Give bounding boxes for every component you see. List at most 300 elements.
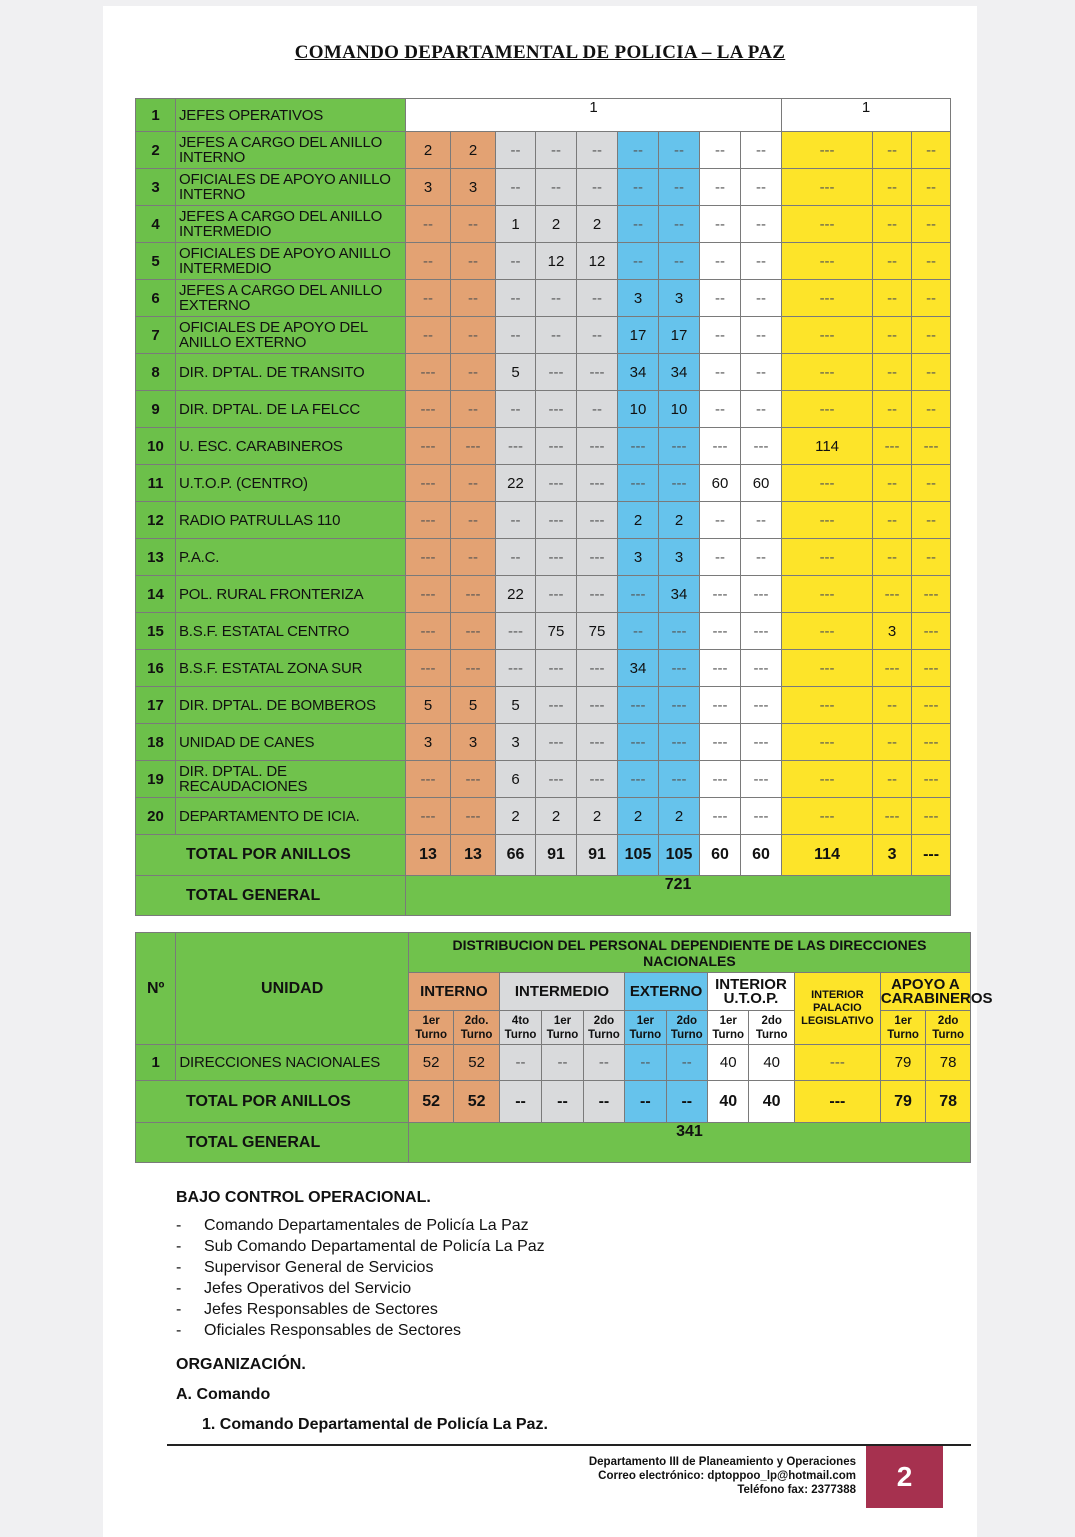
unit-cell: UNIDAD DE CANES [176, 724, 406, 761]
table-row [136, 502, 951, 539]
value-cell: --- [618, 687, 659, 724]
unit-cell: OFICIALES DE APOYO ANILLO INTERNO [176, 169, 406, 206]
value-cell: 3 [618, 539, 659, 576]
value-cell: -- [451, 391, 496, 428]
value-cell: 3 [406, 169, 451, 206]
value-cell: -- [496, 539, 536, 576]
unit-cell: U.T.O.P. (CENTRO) [176, 465, 406, 502]
table-row [136, 169, 951, 206]
value-cell: -- [496, 132, 536, 169]
unit-cell: U. ESC. CARABINEROS [176, 428, 406, 465]
list-item-text: Jefes Operativos del Servicio [204, 1280, 412, 1297]
value-cell: -- [659, 169, 700, 206]
general-total-row [136, 876, 951, 916]
value-cell: -- [873, 317, 912, 354]
value-cell: --- [618, 724, 659, 761]
totals-label: TOTAL POR ANILLOS [136, 1081, 409, 1123]
value-cell: 40 [708, 1045, 749, 1081]
table-title: DISTRIBUCION DEL PERSONAL DEPENDIENTE DE LAS DIRECCIONES NACIONALES [408, 933, 970, 973]
value-cell: --- [912, 576, 951, 613]
value-cell: 5 [406, 687, 451, 724]
value-cell: -- [912, 354, 951, 391]
value-cell: -- [700, 280, 741, 317]
value-cell: -- [873, 502, 912, 539]
value-cell: 5 [496, 687, 536, 724]
total-value: 60 [700, 835, 741, 876]
totals-label: TOTAL POR ANILLOS [136, 835, 406, 876]
value-cell: --- [577, 354, 618, 391]
value-cell: --- [741, 798, 782, 835]
value-cell: --- [451, 798, 496, 835]
value-cell: 2 [577, 798, 618, 835]
document-page [103, 6, 993, 1537]
organizacion-heading: ORGANIZACIÓN. [176, 1356, 306, 1373]
value-cell: --- [536, 650, 577, 687]
footer-divider [167, 1444, 971, 1446]
control-heading: BAJO CONTROL OPERACIONAL. [176, 1189, 431, 1206]
shift-header: 1er Turno [880, 1011, 925, 1045]
value-cell: -- [873, 687, 912, 724]
value-cell: --- [659, 428, 700, 465]
value-cell: --- [700, 724, 741, 761]
unit-cell: B.S.F. ESTATAL CENTRO [176, 613, 406, 650]
value-cell: --- [577, 428, 618, 465]
value-cell: -- [618, 613, 659, 650]
unit-cell: DIR. DPTAL. DE BOMBEROS [176, 687, 406, 724]
value-cell: --- [451, 576, 496, 613]
value-cell: 2 [536, 798, 577, 835]
total-value: --- [794, 1081, 880, 1123]
value-cell: --- [659, 724, 700, 761]
value-cell: 22 [496, 465, 536, 502]
value-cell: -- [873, 465, 912, 502]
value-cell: -- [873, 539, 912, 576]
value-cell: -- [912, 502, 951, 539]
value-cell: --- [782, 576, 873, 613]
value-cell: -- [536, 317, 577, 354]
value-cell: --- [618, 576, 659, 613]
value-cell: 114 [782, 428, 873, 465]
total-value: -- [542, 1081, 583, 1123]
value-cell: -- [406, 206, 451, 243]
table-row [136, 539, 951, 576]
value-cell: --- [618, 761, 659, 798]
total-value: 66 [496, 835, 536, 876]
total-value: -- [625, 1081, 666, 1123]
value-cell: --- [912, 428, 951, 465]
value-cell: --- [406, 465, 451, 502]
unit-cell: DIRECCIONES NACIONALES [176, 1045, 408, 1081]
row-number: 5 [136, 243, 176, 280]
value-cell: -- [741, 539, 782, 576]
value-cell: --- [782, 502, 873, 539]
value-cell: -- [700, 539, 741, 576]
value-cell: --- [577, 650, 618, 687]
total-value: -- [583, 1081, 624, 1123]
direcciones-table [135, 932, 993, 1163]
value-cell: --- [536, 502, 577, 539]
value-cell: -- [659, 132, 700, 169]
value-cell: 3 [618, 280, 659, 317]
value-cell: --- [741, 613, 782, 650]
value-cell: --- [700, 761, 741, 798]
value-cell: -- [700, 169, 741, 206]
value-cell: 3 [451, 169, 496, 206]
row-number: 17 [136, 687, 176, 724]
value-cell: -- [577, 391, 618, 428]
value-cell: --- [700, 428, 741, 465]
value-cell: -- [406, 280, 451, 317]
list-item [176, 1320, 545, 1341]
value-cell: -- [912, 539, 951, 576]
table-row [136, 798, 951, 835]
value-cell: -- [499, 1045, 541, 1081]
value-cell: --- [782, 724, 873, 761]
value-cell: --- [536, 761, 577, 798]
totals-row [136, 1081, 971, 1123]
general-total-label: TOTAL GENERAL [136, 1123, 409, 1163]
row-number: 3 [136, 169, 176, 206]
row-number: 14 [136, 576, 176, 613]
value-cell: --- [700, 687, 741, 724]
list-item [176, 1278, 545, 1299]
total-value: --- [912, 835, 951, 876]
row-number: 12 [136, 502, 176, 539]
value-cell: --- [912, 798, 951, 835]
value-cell: --- [912, 613, 951, 650]
list-item [176, 1215, 545, 1236]
value-cell: --- [782, 613, 873, 650]
value-cell: --- [536, 576, 577, 613]
unit-cell: OFICIALES DE APOYO DEL ANILLO EXTERNO [176, 317, 406, 354]
value-cell: -- [496, 243, 536, 280]
value-cell: -- [912, 206, 951, 243]
value-cell: --- [577, 576, 618, 613]
value-cell: --- [873, 798, 912, 835]
value-cell: 52 [454, 1045, 499, 1081]
value-cell: --- [700, 576, 741, 613]
value-cell: 3 [496, 724, 536, 761]
value-cell: --- [873, 428, 912, 465]
value-cell: 2 [618, 798, 659, 835]
value-cell: --- [577, 687, 618, 724]
organizacion-item-1: 1. Comando Departamental de Policía La Paz. [202, 1416, 548, 1433]
row-number: 13 [136, 539, 176, 576]
group-header: INTERIOR PALACIO LEGISLATIVO [794, 973, 880, 1045]
row-number: 1 [136, 99, 176, 132]
value-cell: -- [618, 243, 659, 280]
value-cell: --- [577, 724, 618, 761]
total-value: 3 [873, 835, 912, 876]
control-section [176, 1189, 545, 1341]
general-total-value: 721 [406, 876, 951, 916]
value-cell: -- [700, 243, 741, 280]
value-cell: --- [496, 613, 536, 650]
value-cell: 5 [451, 687, 496, 724]
value-cell: -- [618, 132, 659, 169]
value-cell: --- [700, 613, 741, 650]
value-cell: -- [873, 206, 912, 243]
value-cell: -- [451, 465, 496, 502]
total-value: 114 [782, 835, 873, 876]
value-cell: 78 [926, 1045, 971, 1081]
table-row [136, 687, 951, 724]
value-cell: -- [873, 243, 912, 280]
list-item [176, 1299, 545, 1320]
value-cell: --- [406, 391, 451, 428]
value-cell: --- [577, 539, 618, 576]
list-item [176, 1236, 545, 1257]
value-cell: 12 [577, 243, 618, 280]
value-cell: -- [741, 206, 782, 243]
value-cell: --- [782, 206, 873, 243]
value-cell: --- [782, 132, 873, 169]
value-cell: --- [536, 354, 577, 391]
value-cell: --- [536, 391, 577, 428]
general-total-value: 341 [408, 1123, 970, 1163]
value-cell: -- [451, 354, 496, 391]
value-cell: 22 [496, 576, 536, 613]
value-cell: -- [873, 354, 912, 391]
value-cell: --- [536, 724, 577, 761]
total-value: -- [499, 1081, 541, 1123]
value-cell: 17 [618, 317, 659, 354]
value-cell: --- [912, 687, 951, 724]
value-cell: 17 [659, 317, 700, 354]
value-cell: --- [782, 687, 873, 724]
table-row [136, 761, 951, 798]
value-cell: --- [577, 502, 618, 539]
value-cell: --- [659, 650, 700, 687]
value-cell: --- [577, 761, 618, 798]
value-cell: 3 [451, 724, 496, 761]
value-cell: --- [782, 280, 873, 317]
table-row [136, 354, 951, 391]
anillos-table [135, 98, 951, 916]
table-row [136, 465, 951, 502]
value-cell: --- [782, 798, 873, 835]
value-cell: -- [451, 539, 496, 576]
value-cell: 75 [536, 613, 577, 650]
value-cell: --- [496, 650, 536, 687]
value-cell: -- [700, 391, 741, 428]
value-cell: -- [496, 169, 536, 206]
value-cell: 2 [659, 798, 700, 835]
unit-cell: JEFES OPERATIVOS [176, 99, 406, 132]
value-cell: --- [406, 650, 451, 687]
value-cell: --- [912, 724, 951, 761]
value-cell: -- [536, 280, 577, 317]
value-cell: 60 [700, 465, 741, 502]
value-cell: -- [700, 502, 741, 539]
value-cell: -- [741, 169, 782, 206]
table-title-row [136, 933, 971, 973]
value-cell: -- [577, 280, 618, 317]
total-value: 52 [408, 1081, 453, 1123]
value-cell: 34 [659, 576, 700, 613]
unit-header: UNIDAD [176, 933, 408, 1045]
value-cell: 40 [749, 1045, 794, 1081]
shift-header: 1er Turno [708, 1011, 749, 1045]
table-row [136, 576, 951, 613]
value-cell: -- [406, 317, 451, 354]
group-header: APOYO A CARABINEROS [880, 973, 970, 1011]
list-item-text: Supervisor General de Servicios [204, 1259, 434, 1276]
value-cell: --- [912, 761, 951, 798]
value-cell: -- [577, 317, 618, 354]
shift-header: 1er Turno [542, 1011, 583, 1045]
total-value: 52 [454, 1081, 499, 1123]
value-cell: -- [912, 280, 951, 317]
value-cell: --- [406, 354, 451, 391]
value-cell: --- [782, 243, 873, 280]
bullet: - [176, 1217, 182, 1234]
value-cell: --- [782, 354, 873, 391]
bullet: - [176, 1259, 182, 1276]
shift-header: 4to Turno [499, 1011, 541, 1045]
shift-header: 2do Turno [583, 1011, 624, 1045]
bullet: - [176, 1322, 182, 1339]
value-cell: -- [741, 243, 782, 280]
value-cell: 10 [659, 391, 700, 428]
value-cell: -- [577, 169, 618, 206]
value-cell: --- [741, 761, 782, 798]
value-cell: -- [741, 354, 782, 391]
value-cell: -- [659, 243, 700, 280]
value-cell: 10 [618, 391, 659, 428]
group-header: INTERNO [408, 973, 499, 1011]
value-cell: 6 [496, 761, 536, 798]
value-cell: -- [536, 169, 577, 206]
value-cell: 2 [659, 502, 700, 539]
footer-email: Correo electrónico: dptoppoo_lp@hotmail.com [598, 1470, 856, 1482]
totals-row [136, 835, 951, 876]
row-number: 8 [136, 354, 176, 391]
total-value: -- [666, 1081, 707, 1123]
value-cell: --- [406, 539, 451, 576]
total-value: 91 [536, 835, 577, 876]
unit-cell: DIR. DPTAL. DE LA FELCC [176, 391, 406, 428]
value-cell: -- [873, 132, 912, 169]
value-cell: -- [873, 391, 912, 428]
value-cell: --- [873, 576, 912, 613]
value-cell: --- [451, 761, 496, 798]
unit-cell: P.A.C. [176, 539, 406, 576]
value-cell: --- [618, 465, 659, 502]
list-item-text: Comando Departamentales de Policía La Paz [204, 1217, 529, 1234]
row-number: 7 [136, 317, 176, 354]
value-cell: -- [406, 243, 451, 280]
group-value: 1 [782, 99, 951, 132]
value-cell: --- [451, 650, 496, 687]
value-cell: --- [741, 687, 782, 724]
value-cell: --- [873, 650, 912, 687]
value-cell: --- [496, 428, 536, 465]
footer-department: Departamento III de Planeamiento y Operaciones [588, 1456, 856, 1468]
value-cell: 5 [496, 354, 536, 391]
value-cell: -- [625, 1045, 666, 1081]
value-cell: --- [406, 613, 451, 650]
value-cell: 75 [577, 613, 618, 650]
organizacion-section [176, 1356, 548, 1434]
value-cell: 3 [659, 539, 700, 576]
value-cell: --- [406, 761, 451, 798]
value-cell: -- [741, 317, 782, 354]
value-cell: --- [536, 465, 577, 502]
general-total-label: TOTAL GENERAL [136, 876, 406, 916]
value-cell: --- [659, 465, 700, 502]
shift-header: 2do. Turno [454, 1011, 499, 1045]
value-cell: -- [451, 243, 496, 280]
value-cell: -- [700, 354, 741, 391]
value-cell: -- [912, 132, 951, 169]
value-cell: -- [873, 724, 912, 761]
value-cell: 2 [451, 132, 496, 169]
value-cell: -- [496, 391, 536, 428]
page-number: 2 [866, 1446, 943, 1508]
value-cell: -- [583, 1045, 624, 1081]
unit-cell: RADIO PATRULLAS 110 [176, 502, 406, 539]
value-cell: --- [700, 650, 741, 687]
table-row [136, 724, 951, 761]
value-cell: -- [741, 280, 782, 317]
unit-cell: POL. RURAL FRONTERIZA [176, 576, 406, 613]
total-value: 13 [451, 835, 496, 876]
value-cell: --- [912, 650, 951, 687]
value-cell: 1 [496, 206, 536, 243]
list-item-text: Oficiales Responsables de Sectores [204, 1322, 462, 1339]
row-number: 9 [136, 391, 176, 428]
value-cell: --- [577, 465, 618, 502]
value-cell: --- [536, 428, 577, 465]
shift-header: 2do Turno [666, 1011, 707, 1045]
unit-cell: JEFES A CARGO DEL ANILLO INTERNO [176, 132, 406, 169]
value-cell: -- [912, 243, 951, 280]
value-cell: --- [536, 539, 577, 576]
value-cell: 34 [618, 650, 659, 687]
value-cell: --- [782, 317, 873, 354]
group-header: INTERMEDIO [499, 973, 624, 1011]
value-cell: 34 [659, 354, 700, 391]
value-cell: -- [618, 206, 659, 243]
value-cell: 52 [408, 1045, 453, 1081]
group-header: INTERIOR U.T.O.P. [708, 973, 795, 1011]
value-cell: -- [700, 132, 741, 169]
row-number: 19 [136, 761, 176, 798]
value-cell: 2 [618, 502, 659, 539]
total-value: 91 [577, 835, 618, 876]
row-number: 15 [136, 613, 176, 650]
total-value: 78 [926, 1081, 971, 1123]
value-cell: -- [542, 1045, 583, 1081]
shift-header: 2do Turno [926, 1011, 971, 1045]
unit-cell: B.S.F. ESTATAL ZONA SUR [176, 650, 406, 687]
row-number: 2 [136, 132, 176, 169]
value-cell: -- [496, 317, 536, 354]
value-cell: --- [406, 576, 451, 613]
footer-phone: Teléfono fax: 2377388 [737, 1484, 856, 1496]
value-cell: -- [451, 206, 496, 243]
value-cell: -- [912, 465, 951, 502]
value-cell: --- [406, 502, 451, 539]
value-cell: 3 [873, 613, 912, 650]
value-cell: --- [741, 724, 782, 761]
list-item-text: Sub Comando Departamental de Policía La Paz [204, 1238, 545, 1255]
value-cell: 12 [536, 243, 577, 280]
value-cell: -- [873, 280, 912, 317]
total-value: 79 [880, 1081, 925, 1123]
table-row [136, 206, 951, 243]
